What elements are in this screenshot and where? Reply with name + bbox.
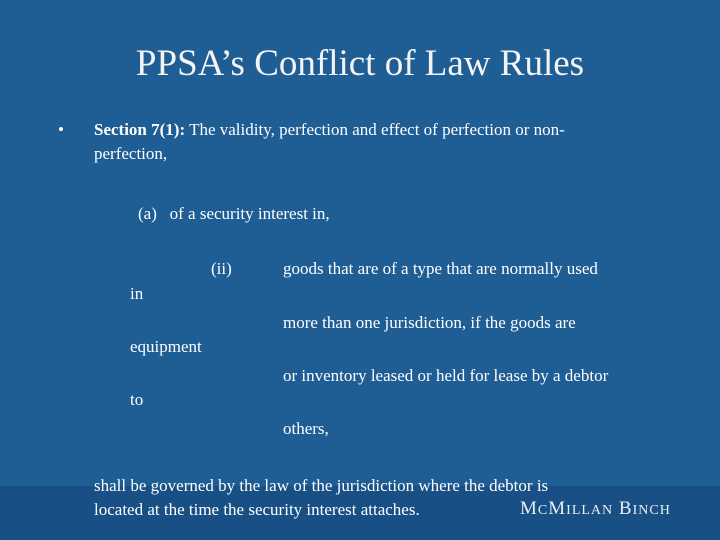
item-ii-left-word-1: in [130, 284, 144, 303]
mcmillan-binch-logo: MCMILLAN BINCH [520, 498, 671, 519]
closing-line-1: shall be governed by the law of the jurisdiction where the debtor is [94, 476, 549, 495]
section-reference: Section 7(1): [94, 120, 186, 139]
item-ii-line-4: others, [283, 419, 329, 438]
item-a: (a) of a security interest in, [138, 204, 330, 223]
section-text: The validity, perfection and effect of perfection or non- [189, 120, 565, 139]
item-ii-line-2: more than one jurisdiction, if the goods are [283, 313, 576, 332]
item-ii-line-3: or inventory leased or held for lease by a debtor [283, 366, 609, 385]
item-ii-left-word-2: equipment [130, 337, 202, 356]
bullet-marker: • [58, 120, 64, 139]
item-ii-line-1: goods that are of a type that are normally used [283, 259, 598, 278]
item-ii-label: (ii) [211, 259, 232, 278]
item-ii-left-word-3: to [130, 390, 144, 409]
closing-line-2: located at the time the security interest attaches. [94, 500, 420, 519]
section-text-continued: perfection, [94, 144, 168, 163]
slide-title: PPSA’s Conflict of Law Rules [135, 43, 585, 84]
bullet-section-7-1 [58, 118, 658, 142]
